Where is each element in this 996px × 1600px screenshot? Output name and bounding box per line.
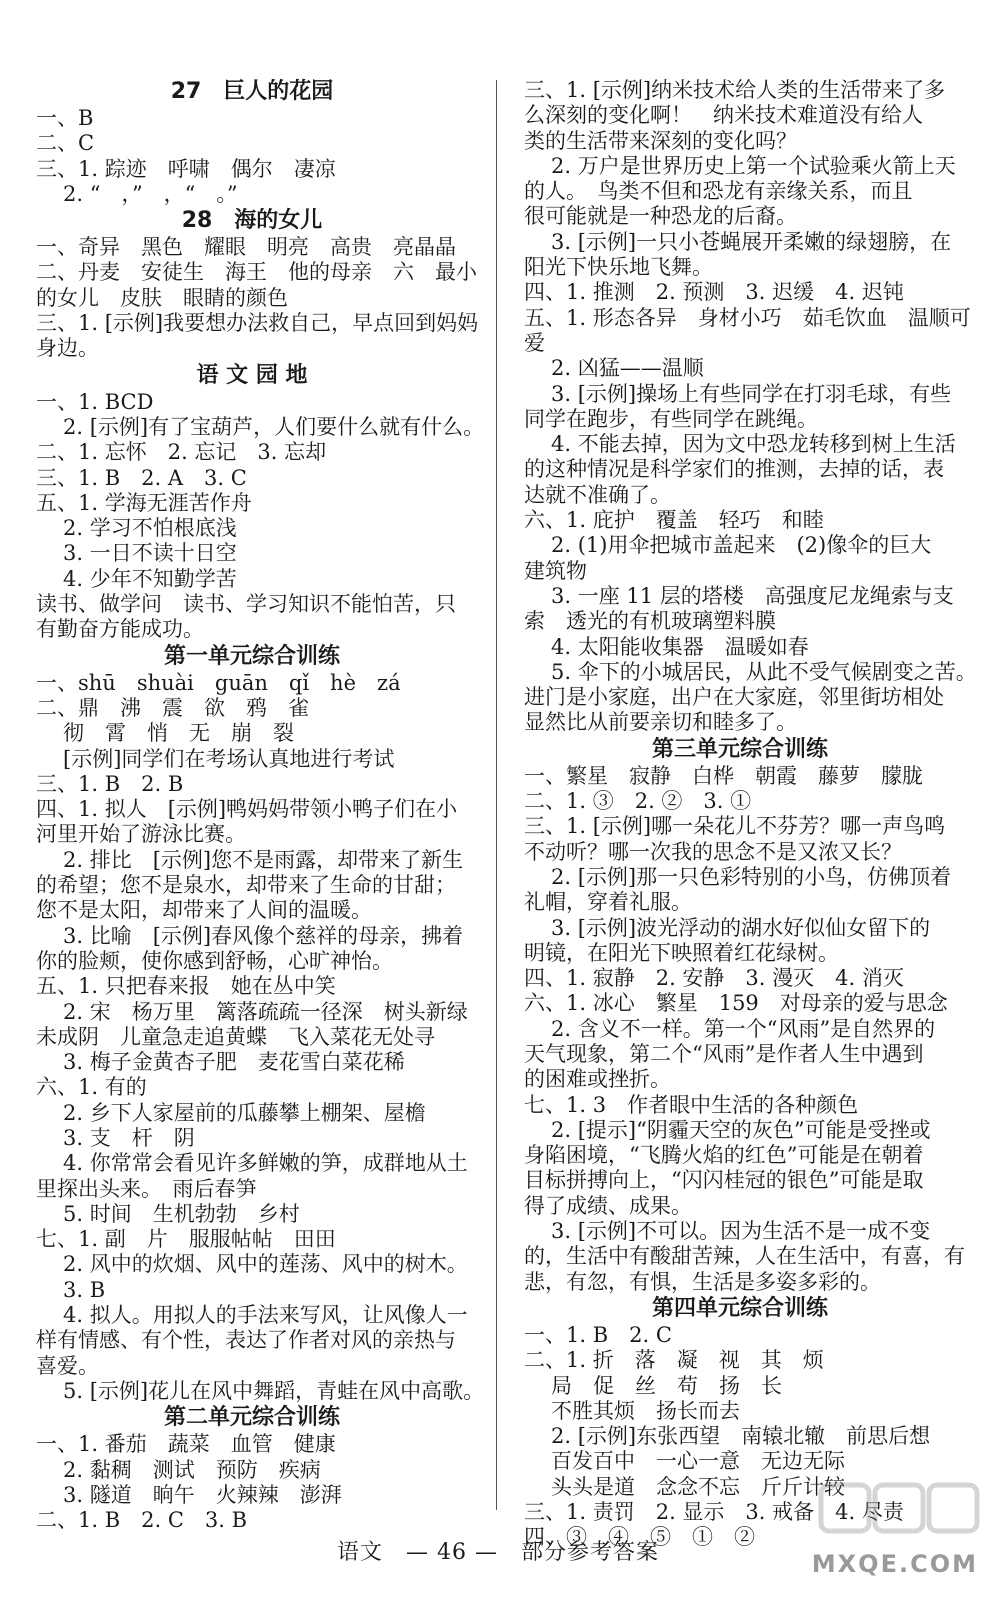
section-heading: 第三单元综合训练	[651, 736, 828, 762]
answer-line: 同学在跑步，有些同学在跳绳。	[524, 406, 818, 431]
answer-line: 七、1. 副 片 服服帖帖 田田	[36, 1227, 336, 1252]
answer-line: 3. 梅子金黄杏子肥 麦花雪白菜花稀	[63, 1050, 405, 1075]
answer-line: 的这种情况是科学家们的推测，去掉的话，表	[524, 457, 944, 482]
answer-line: 四、1. 推测 2. 预测 3. 迟缓 4. 迟钝	[524, 280, 904, 305]
column-divider	[496, 80, 497, 1510]
answer-line: 3. 支 杆 阴	[63, 1125, 195, 1150]
answer-line: 3. [示例]波光浮动的湖水好似仙女留下的	[551, 915, 931, 940]
answer-line: 一、繁星 寂静 白桦 朝霞 藤萝 朦胧	[524, 763, 923, 788]
answer-line: 2. 乡下人家屋前的瓜藤攀上棚架、屋檐	[63, 1100, 426, 1125]
answer-line: 索 透光的有机玻璃塑料膜	[524, 609, 776, 634]
answer-line: 2. 含义不一样。第一个“风雨”是自然界的	[551, 1016, 936, 1041]
answer-line: 礼帽，穿着礼服。	[524, 890, 692, 915]
answer-line: 二、丹麦 安徒生 海王 他的母亲 六 最小	[36, 260, 477, 285]
answer-line: 2. 学习不怕根底浅	[63, 516, 237, 541]
answer-line: 有勤奋方能成功。	[36, 617, 204, 642]
answer-line: 不胜其烦 扬长而去	[551, 1398, 740, 1423]
answer-line: 么深刻的变化啊！ 纳米技术难道没有给人	[524, 103, 923, 128]
answer-line: 五、1. 学海无涯苦作舟	[36, 490, 252, 515]
answer-line: 六、1. 冰心 繁星 159 对母亲的爱与思念	[524, 991, 948, 1016]
answer-line: 4. 太阳能收集器 温暖如春	[551, 634, 809, 659]
answer-line: 一、1. BCD	[36, 389, 154, 414]
answer-line: 2. [提示]“阴霾天空的灰色”可能是受挫或	[551, 1117, 931, 1142]
answer-line: 2. 万户是世界历史上第一个试验乘火箭上天	[551, 153, 956, 178]
answer-line: 三、1. [示例]纳米技术给人类的生活带来了多	[524, 78, 946, 102]
answer-line: 六、1. 庇护 覆盖 轻巧 和睦	[524, 508, 824, 533]
answer-line: [示例]同学们在考场认真地进行考试	[63, 746, 395, 771]
answer-line: 4. 你常常会看见许多鲜嫩的笋，成群地从土	[63, 1151, 468, 1176]
answer-line: 2. 凶猛——温顺	[551, 356, 704, 381]
section-heading: 第二单元综合训练	[163, 1405, 340, 1431]
answer-line: 的希望；您不是泉水，却带来了生命的甘甜；	[36, 873, 456, 898]
page-footer: 语文 — 46 — 部分参考答案	[337, 1540, 659, 1565]
section-heading: 语 文 园 地	[196, 362, 308, 388]
answer-line: 2. 排比 [示例]您不是雨露，却带来了新生	[63, 847, 464, 872]
answer-line: 爱	[524, 330, 545, 355]
answer-line: 二、鼎 沸 震 欲 鸦 雀	[36, 695, 309, 720]
answer-line: 4. 少年不知勤学苦	[63, 566, 237, 591]
section-heading: 第四单元综合训练	[651, 1295, 828, 1321]
answer-line: 彻 霄 悄 无 崩 裂	[63, 721, 294, 746]
answer-line: 3. 一日不读十日空	[63, 541, 237, 566]
answer-line: 3. 隧道 晌午 火辣辣 澎湃	[63, 1482, 342, 1507]
answer-line: 河里开始了游泳比赛。	[36, 822, 246, 847]
answer-line: 5. [示例]花儿在风中舞蹈，青蛙在风中高歌。	[63, 1378, 485, 1403]
answer-line: 3. [示例]不可以。因为生活不是一成不变	[551, 1219, 931, 1244]
watermark-text: MXQE.COM	[811, 1550, 978, 1578]
answer-line: 5. 时间 生机勃勃 乡村	[63, 1201, 300, 1226]
answer-line: 里探出头来。 雨后春笋	[36, 1176, 257, 1201]
answer-line: 达就不准确了。	[524, 482, 671, 507]
section-heading: 第一单元综合训练	[163, 643, 340, 669]
answer-line: 3. [示例]操场上有些同学在打羽毛球，有些	[551, 381, 952, 406]
answer-line: 未成阴 儿童急走追黄蝶 飞入菜花无处寻	[36, 1024, 435, 1049]
answer-line: 阳光下快乐地飞舞。	[524, 255, 713, 280]
answer-line: 建筑物	[524, 558, 587, 583]
answer-line: 你的脸颊，使你感到舒畅，心旷神怡。	[36, 948, 393, 973]
answer-line: 三、1. 踪迹 呼啸 偶尔 凄凉	[36, 156, 336, 181]
answer-line: 显然比从前要亲切和睦多了。	[524, 710, 797, 735]
answer-line: 明镜，在阳光下映照着红花绿树。	[524, 940, 839, 965]
answer-line: 一、1. B 2. C	[524, 1322, 672, 1347]
answer-line: 七、1. 3 作者眼中生活的各种颜色	[524, 1092, 859, 1117]
answer-line: 四、1. 寂静 2. 安静 3. 漫灭 4. 消灭	[524, 966, 904, 991]
answer-line: 身边。	[36, 336, 99, 361]
answer-line: 的，生活中有酸甜苦辣，人在生活中，有喜，有	[524, 1244, 965, 1269]
answer-line: 三、1. B 2. B	[36, 771, 184, 796]
answer-line: 三、1. [示例]我要想办法救自己，早点回到妈妈	[36, 311, 479, 336]
answer-line: 二、C	[36, 131, 95, 156]
answer-line: 2. (1)用伞把城市盖起来 (2)像伞的巨大	[551, 533, 932, 558]
answer-line: 一、shū shuài guān qǐ hè zá	[36, 670, 401, 695]
answer-line: 头头是道 念念不忘 斤斤计较	[551, 1474, 845, 1499]
answer-line: 样有情感、有个性，表达了作者对风的亲热与	[36, 1328, 456, 1353]
answer-line: 进门是小家庭，出户在大家庭，邻里街坊相处	[524, 685, 944, 710]
answer-line: 读书、做学问 读书、学习知识不能怕苦，只	[36, 592, 456, 617]
answer-line: 的人。 鸟类不但和恐龙有亲缘关系，而且	[524, 179, 913, 204]
answer-line: 一、B	[36, 106, 94, 130]
answer-line: 百发百中 一心一意 无边无际	[551, 1449, 845, 1474]
answer-line: 四、1. 拟人 [示例]鸭妈妈带领小鸭子们在小	[36, 797, 458, 822]
answer-line: 六、1. 有的	[36, 1075, 147, 1100]
section-heading: 27 巨人的花园	[170, 79, 334, 104]
section-heading: 28 海的女儿	[181, 208, 323, 234]
answer-line: 2. “ ，” ，“ 。”	[63, 181, 238, 206]
answer-line: 2. [示例]有了宝葫芦，人们要什么就有什么。	[63, 414, 485, 439]
answer-line: 4. 不能去掉，因为文中恐龙转移到树上生活	[551, 432, 956, 457]
answer-line: 三、1. [示例]哪一朵花儿不芬芳？哪一声鸟鸣	[524, 814, 946, 839]
answer-line: 一、奇异 黑色 耀眼 明亮 高贵 亮晶晶	[36, 235, 456, 260]
answer-line: 3. 比喻 [示例]春风像个慈祥的母亲，拂着	[63, 923, 464, 948]
answer-line: 五、1. 形态各异 身材小巧 茹毛饮血 温顺可	[524, 305, 971, 330]
answer-line: 2. [示例]东张西望 南辕北辙 前思后想	[551, 1424, 931, 1449]
right-column	[524, 78, 977, 1551]
answer-line: 的女儿 皮肤 眼睛的颜色	[36, 285, 288, 310]
answer-line: 2. 宋 杨万里 篱落疏疏一径深 树头新绿	[63, 999, 468, 1024]
answer-line: 局 促 丝 苟 扬 长	[551, 1373, 782, 1398]
answer-line: 2. 黏稠 测试 预防 疾病	[63, 1457, 321, 1482]
answer-line: 二、1. B 2. C 3. B	[36, 1508, 248, 1533]
answer-line: 3. B	[63, 1277, 106, 1302]
answer-line: 五、1. 只把春来报 她在丛中笑	[36, 974, 336, 999]
answer-line: 二、1. 折 落 凝 视 其 烦	[524, 1348, 824, 1373]
answer-line: 喜爱。	[36, 1353, 99, 1378]
left-column	[36, 78, 485, 1533]
answer-line: 天气现象，第二个“风雨”是作者人生中遇到	[524, 1041, 924, 1066]
answer-line: 很可能就是一种恐龙的后裔。	[524, 204, 797, 229]
answer-line: 二、1. ③ 2. ② 3. ①	[524, 789, 752, 814]
answer-line: 四、③ ④ ⑤ ① ②	[524, 1525, 755, 1550]
answer-line: 三、1. 责罚 2. 显示 3. 戒备 4. 尽责	[524, 1500, 904, 1525]
answer-line: 一、1. 番茄 蔬菜 血管 健康	[36, 1432, 336, 1457]
answer-line: 悲，有忽，有惧，生活是多姿多彩的。	[524, 1269, 881, 1294]
answer-line: 二、1. 忘怀 2. 忘记 3. 忘却	[36, 440, 327, 465]
answer-line: 三、1. B 2. A 3. C	[36, 465, 247, 490]
answer-line: 4. 拟人。用拟人的手法来写风，让风像人一	[63, 1303, 468, 1328]
answer-line: 5. 伞下的小城居民，从此不受气候剧变之苦。	[551, 659, 977, 684]
answer-line: 3. [示例]一只小苍蝇展开柔嫩的绿翅膀，在	[551, 229, 952, 254]
answer-line: 得了成绩、成果。	[524, 1193, 692, 1218]
answer-line: 身陷困境，“飞腾火焰的红色”可能是在朝着	[524, 1143, 924, 1168]
answer-line: 的困难或挫折。	[524, 1067, 671, 1092]
answer-line: 类的生活带来深刻的变化吗？	[524, 128, 797, 153]
answer-line: 2. 风中的炊烟、风中的莲荡、风中的树木。	[63, 1252, 468, 1277]
answer-line: 2. [示例]那一只色彩特别的小鸟，仿佛顶着	[551, 864, 952, 889]
answer-line: 不动听？哪一次我的思念不是又浓又长？	[524, 839, 902, 864]
answer-line: 您不是太阳，却带来了人间的温暖。	[36, 898, 372, 923]
answer-line: 目标拼搏向上，“闪闪桂冠的银色”可能是取	[524, 1168, 924, 1193]
answer-line: 3. 一座 11 层的塔楼 高强度尼龙绳索与支	[551, 583, 954, 608]
